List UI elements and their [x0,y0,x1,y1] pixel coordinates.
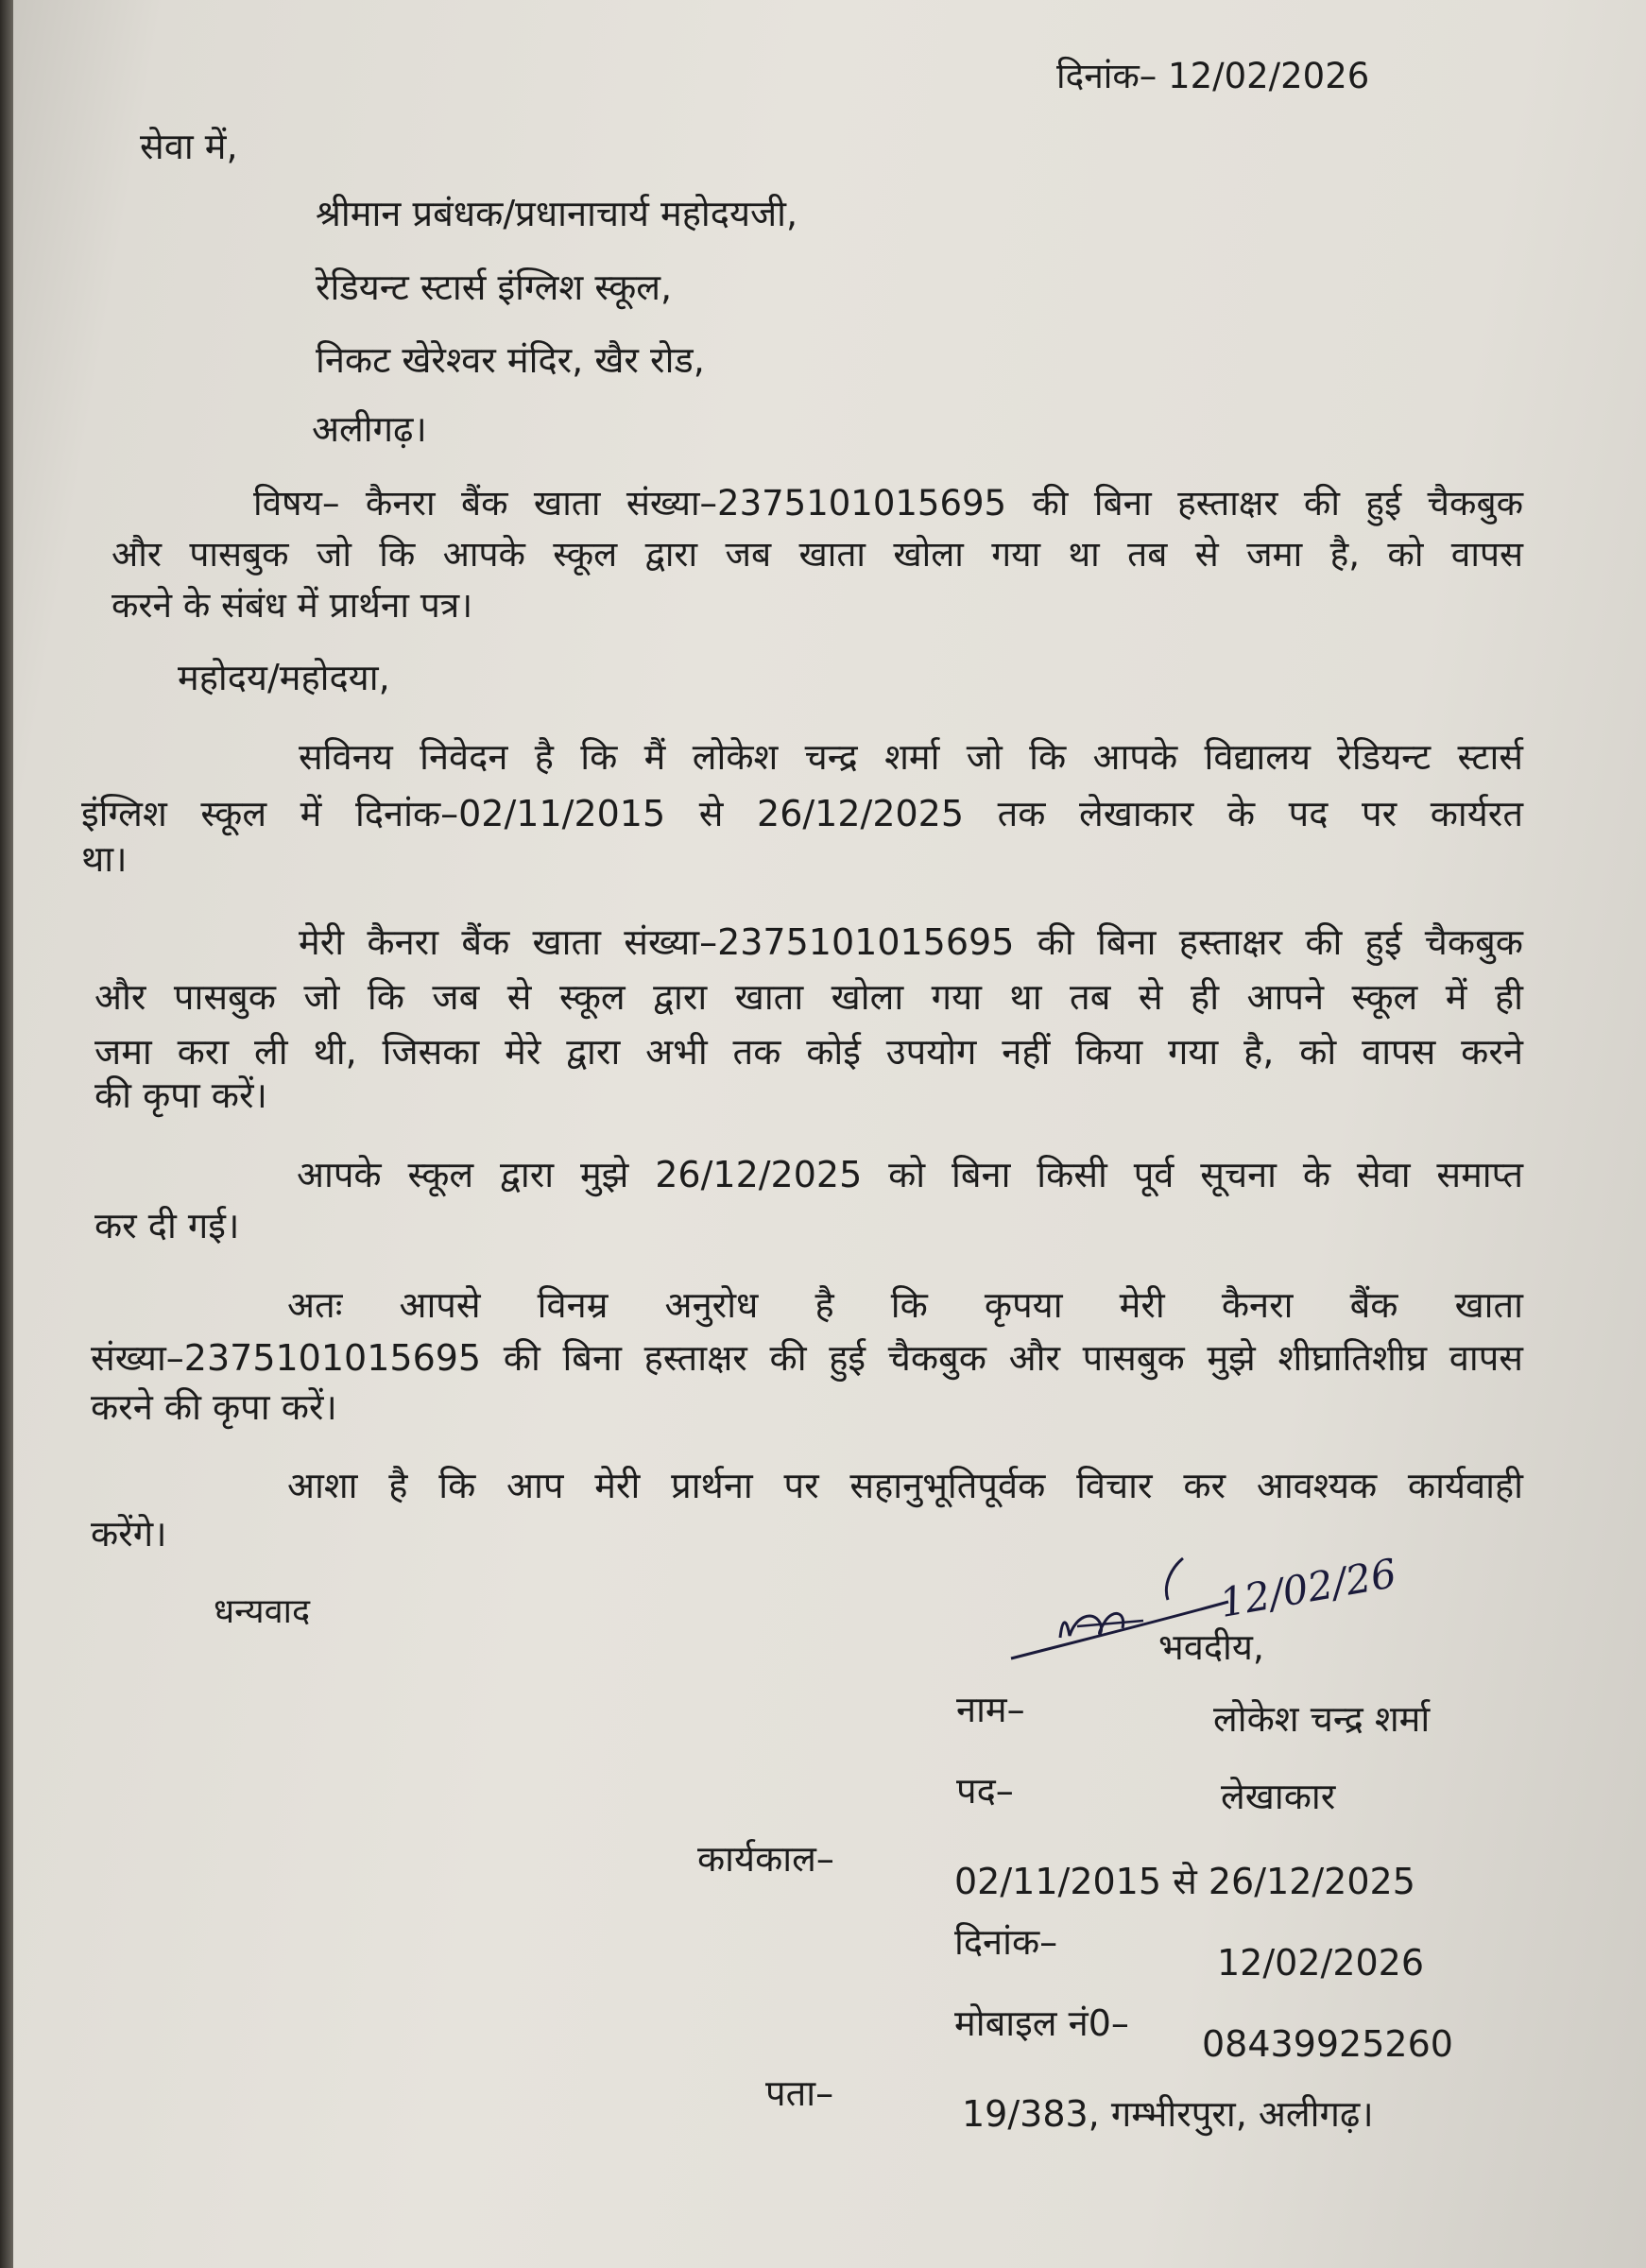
address-value: 19/383, गम्भीरपुरा, अलीगढ़। [962,2093,1374,2135]
paragraph-line: करेंगे। [91,1513,167,1555]
recipient-line: निकट खेरेश्वर मंदिर, खैर रोड, [316,339,705,381]
paragraph-line: की कृपा करें। [94,1074,267,1116]
name-label: नाम– [956,1689,1025,1730]
paragraph-line: था। [81,838,128,880]
subject-line: करने के संबंध में प्रार्थना पत्र। [111,585,473,626]
paragraph-line: कर दी गई। [94,1205,240,1246]
paragraph-line: संख्या–2375101015695 की बिना हस्ताक्षर की हुई चैकबुक और पासबुक मुझे शीघ्रातिशीघ्र वापस [91,1337,1523,1379]
date-label: दिनांक– [954,1921,1058,1963]
tenure-label: कार्यकाल– [697,1838,834,1880]
paragraph-line: करने की कृपा करें। [91,1386,337,1428]
post-label: पद– [956,1770,1014,1812]
subject-line: और पासबुक जो कि आपके स्कूल द्वारा जब खाता खोला गया था तब से जमा है, को वापस [111,534,1523,575]
paragraph-line: सविनय निवेदन है कि मैं लोकेश चन्द्र शर्मा जो कि आपके विद्यालय रेडियन्ट स्टार्स [299,736,1523,778]
post-value: लेखाकार [1221,1776,1336,1817]
signature-date: 12/02/26 [1216,1550,1400,1627]
address-label: पता– [765,2072,834,2114]
date-value: 12/02/2026 [1217,1942,1425,1984]
letter-date: दिनांक– 12/02/2026 [1056,56,1370,96]
name-value: लोकेश चन्द्र शर्मा [1213,1698,1431,1740]
paragraph-line: इंग्लिश स्कूल में दिनांक–02/11/2015 से 26/12/2025 तक लेखाकार के पद पर कार्यरत [81,793,1523,834]
salutation: महोदय/महोदया, [178,657,390,698]
to-intro: सेवा में, [140,126,238,167]
recipient-line: रेडियन्ट स्टार्स इंग्लिश स्कूल, [316,266,673,308]
paragraph-line: और पासबुक जो कि जब से स्कूल द्वारा खाता खोला गया था तब से ही आपने स्कूल में ही [94,976,1523,1018]
recipient-line: श्रीमान प्रबंधक/प्रधानाचार्य महोदयजी, [316,193,798,234]
tenure-value: 02/11/2015 से 26/12/2025 [954,1861,1415,1902]
paragraph-line: अतः आपसे विनम्र अनुरोध है कि कृपया मेरी कैनरा बैंक खाता [287,1284,1523,1326]
photo-edge [0,0,13,2268]
paragraph-line: जमा करा ली थी, जिसका मेरे द्वारा अभी तक कोई उपयोग नहीं किया गया है, को वापस करने [94,1031,1523,1073]
subject-line: विषय– कैनरा बैंक खाता संख्या–2375101015695 की बिना हस्ताक्षर की हुई चैकबुक [253,483,1523,524]
paragraph-line: आपके स्कूल द्वारा मुझे 26/12/2025 को बिना किसी पूर्व सूचना के सेवा समाप्त [297,1154,1523,1195]
paragraph-line: मेरी कैनरा बैंक खाता संख्या–2375101015695 की बिना हस्ताक्षर की हुई चैकबुक [299,921,1523,963]
mobile-label: मोबाइल नं0– [954,2002,1129,2044]
mobile-value: 08439925260 [1202,2023,1453,2065]
recipient-line: अलीगढ़। [312,408,427,450]
thanks-text: धन्यवाद [214,1592,311,1631]
paragraph-line: आशा है कि आप मेरी प्रार्थना पर सहानुभूतिपूर्वक विचार कर आवश्यक कार्यवाही [287,1465,1523,1506]
closing: भवदीय, [1158,1626,1264,1668]
